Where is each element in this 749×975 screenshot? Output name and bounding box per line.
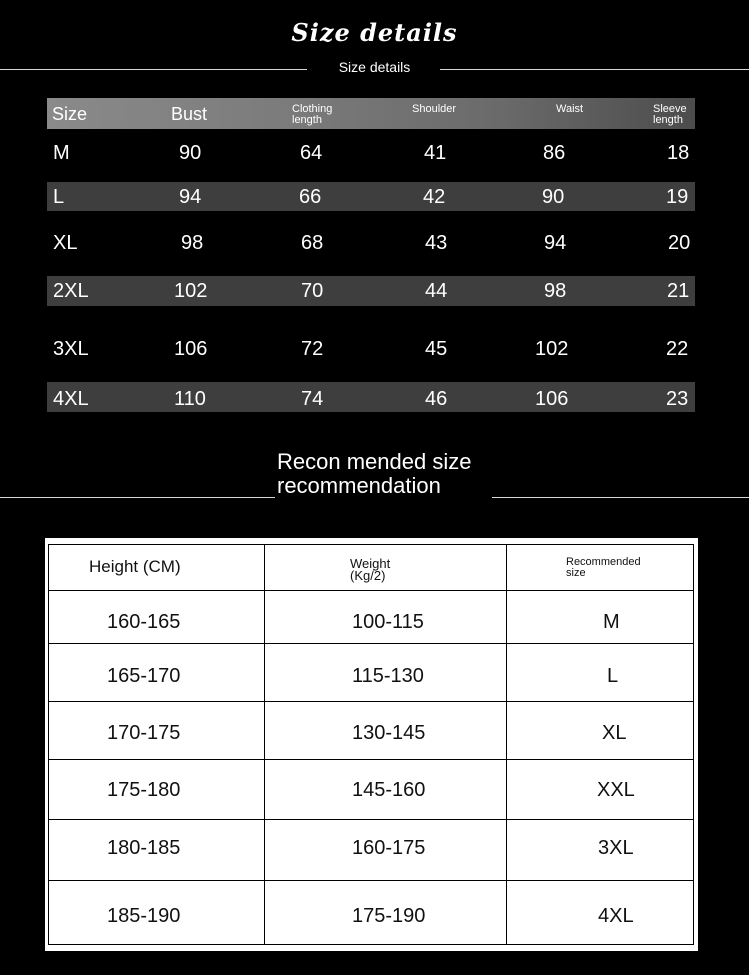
height-cell: 185-190 (107, 905, 181, 927)
height-cell: 175-180 (107, 779, 181, 801)
column-header-sleeve-length-line1: Sleeve (653, 103, 687, 115)
grid-line (48, 544, 694, 545)
recommendation-title (277, 450, 471, 498)
sleeve-cell: 22 (666, 338, 689, 360)
shoulder-cell: 45 (425, 338, 448, 360)
shoulder-cell: 41 (424, 142, 447, 164)
grid-line (48, 701, 694, 702)
length-cell: 66 (299, 186, 322, 208)
recommendation-title-line1: Recon mended size (277, 449, 472, 474)
recommended-size-cell: XXL (597, 779, 635, 801)
bust-cell: 98 (181, 232, 204, 254)
length-cell: 64 (300, 142, 323, 164)
length-cell: 68 (301, 232, 324, 254)
waist-cell: 94 (544, 232, 567, 254)
grid-line (48, 643, 694, 644)
shoulder-cell: 42 (423, 186, 446, 208)
recommended-size-cell: 4XL (598, 905, 634, 927)
grid-line (48, 819, 694, 820)
recommendation-title-line2: recommendation (277, 473, 441, 498)
weight-cell: 175-190 (352, 905, 426, 927)
column-header-waist: Waist (556, 103, 584, 115)
height-cell: 160-165 (107, 611, 181, 633)
column-header-clothing-length-line2: length (292, 114, 322, 126)
weight-cell: 100-115 (352, 611, 424, 633)
recommended-size-cell: XL (602, 722, 627, 744)
waist-cell: 102 (535, 338, 569, 360)
column-header-recommended-size (566, 557, 641, 579)
grid-line (506, 544, 507, 945)
grid-line (48, 590, 694, 591)
bust-cell: 110 (174, 388, 206, 410)
bust-cell: 94 (179, 186, 202, 208)
sleeve-cell: 19 (666, 186, 689, 208)
height-cell: 180-185 (107, 837, 181, 859)
length-cell: 70 (301, 280, 324, 302)
column-header-size: Size (52, 104, 88, 124)
bust-cell: 90 (179, 142, 202, 164)
sleeve-cell: 21 (667, 280, 690, 302)
column-header-clothing-length-line1: Clothing (292, 103, 333, 115)
weight-cell: 160-175 (352, 837, 426, 859)
length-cell: 74 (301, 388, 324, 410)
table-row-band (47, 276, 695, 306)
height-cell: 170-175 (107, 722, 181, 744)
grid-line (48, 544, 49, 945)
waist-cell: 106 (535, 388, 569, 410)
sleeve-cell: 23 (666, 388, 689, 410)
length-cell: 72 (301, 338, 324, 360)
size-cell: XL (53, 232, 78, 254)
waist-cell: 90 (542, 186, 565, 208)
recommendation-divider-right (492, 497, 749, 498)
shoulder-cell: 43 (425, 232, 448, 254)
recommendation-table (45, 538, 698, 951)
column-header-clothing-length (292, 104, 332, 126)
column-header-bust: Bust (171, 104, 208, 124)
grid-line (48, 759, 694, 760)
weight-cell: 115-130 (352, 665, 424, 687)
recommendation-divider-left (0, 497, 275, 498)
weight-cell: 145-160 (352, 779, 426, 801)
shoulder-cell: 44 (425, 280, 448, 302)
bust-cell: 102 (174, 280, 208, 302)
weight-cell: 130-145 (352, 722, 426, 744)
table-row-band (47, 182, 695, 211)
recommended-size-cell: 3XL (598, 837, 634, 859)
column-header-height: Height (CM) (89, 557, 181, 576)
grid-line (264, 544, 265, 945)
column-header-weight-line2: (Kg/2) (350, 568, 386, 583)
column-header-sleeve-length-line2: length (653, 114, 683, 126)
grid-line (48, 880, 694, 881)
grid-line (48, 944, 694, 945)
waist-cell: 98 (544, 280, 567, 302)
column-header-weight (350, 558, 390, 582)
size-cell: 2XL (53, 280, 89, 302)
column-header-shoulder: Shoulder (412, 103, 457, 115)
table-row-band (47, 382, 695, 412)
shoulder-cell: 46 (425, 388, 448, 410)
column-header-sleeve-length (653, 104, 687, 126)
size-cell: M (53, 142, 70, 164)
size-cell: 4XL (53, 388, 89, 410)
column-header-weight-line1: Weight (350, 556, 391, 571)
page-title: Size details (291, 18, 458, 47)
bust-cell: 106 (174, 338, 208, 360)
grid-line (693, 544, 694, 945)
page-subtitle: Size details (338, 59, 411, 75)
column-header-recommended-size-line2: size (566, 567, 586, 579)
size-chart-header (47, 98, 695, 129)
height-cell: 165-170 (107, 665, 181, 687)
recommended-size-cell: L (607, 665, 619, 687)
column-header-recommended-size-line1: Recommended (566, 556, 641, 568)
size-cell: L (53, 186, 65, 208)
recommended-size-cell: M (603, 611, 620, 633)
size-cell: 3XL (53, 338, 89, 360)
sleeve-cell: 20 (668, 232, 691, 254)
waist-cell: 86 (543, 142, 566, 164)
sleeve-cell: 18 (667, 142, 690, 164)
